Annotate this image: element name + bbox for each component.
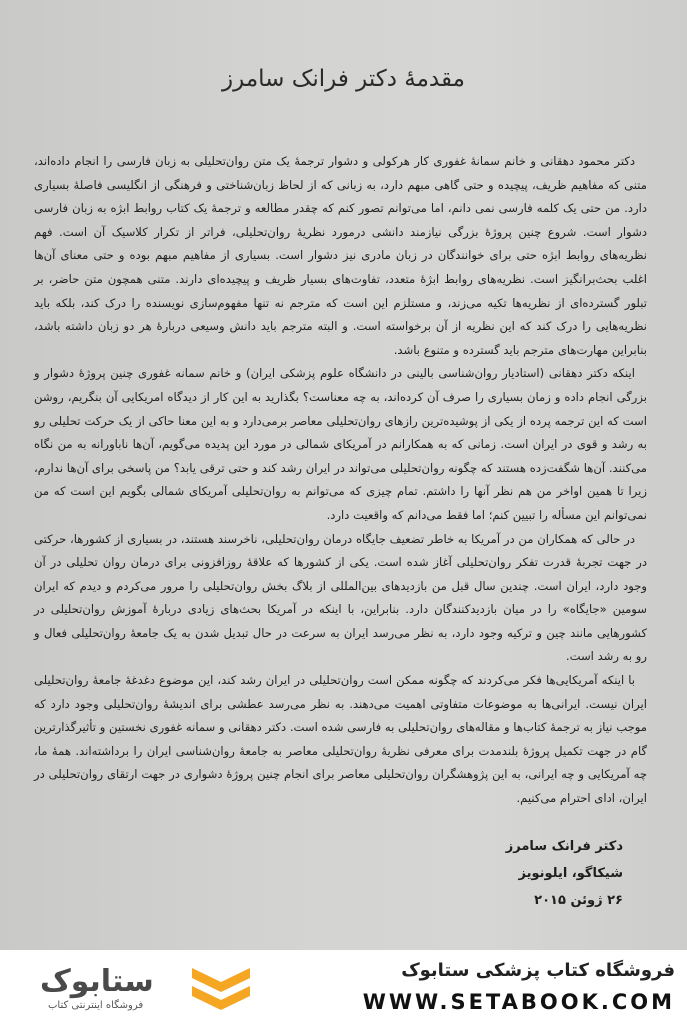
- signature-place: شیکاگو، ایلونویز: [518, 866, 623, 881]
- body-text: [34, 150, 647, 811]
- paragraph-3: در حالی که همکاران من در آمریکا به خاطر تضعیف جایگاه درمان روان‌تحلیلی، ناخرسند هستند، در بسیاری از کشورها، حرکتی در جهت تجربهٔ قدرت تفکر روان‌تحلیلی آغاز شده است. یکی از کشورها که علاقهٔ روزافزونی برای درمان روان تحلیلی در آن وجود دارد، ایران است. چندین سال قبل من بازدیدهای بین‌المللی از بلاگ بخش روان‌تحلیلی را مرور می‌کردم و دیدم که ایران سومین «جایگاه» را در میان بازدیدکنندگان دارد. بنابراین، با اینکه در آمریکا بحث‌های زیادی دربارهٔ آموزش روان‌تحلیلی در کشورهایی مانند چین و ترکیه وجود دارد، به نظر می‌رسد ایران به سرعت در حال تبدیل شدن به یک جامعهٔ روان‌تحلیلی فعال و رو به رشد است.: [34, 531, 647, 664]
- paragraph-4: با اینکه آمریکایی‌ها فکر می‌کردند که چگونه ممکن است روان‌تحلیلی در ایران رشد کند، این موضوع دغدغهٔ جامعهٔ روان‌تحلیلی ایران نیست. ایرانی‌ها به موضوعات متفاوتی اهمیت می‌دهند. به نظر می‌رسد عطشی برای اندیشهٔ روان‌تحلیلی وجود دارد که موجب نیاز به ترجمهٔ کتاب‌ها و مقاله‌های روان‌تحلیلی به فارسی شده است. دکتر دهقانی و سمانه غفوری نخستین و تأثیرگذارترین گام در جهت تکمیل پروژهٔ بلندمدت برای معرفی نظریهٔ روان‌تحلیلی معاصر به جامعهٔ روان‌شناسی ایران را برداشته‌اند. همهٔ ما، چه آمریکایی و چه ایرانی، به این پژوهشگران روان‌تحلیلی معاصر برای انجام چنین پروژهٔ دشواری در جهت ارتقای روان‌تحلیلی در ایران، ادای احترام می‌کنیم.: [34, 673, 647, 806]
- footer-banner: [0, 950, 687, 1024]
- page-title: مقدمهٔ دکتر فرانک سامرز: [222, 66, 465, 92]
- paragraph-2: اینکه دکتر دهقانی (استادیار روان‌شناسی بالینی در دانشگاه علوم پزشکی ایران) و خانم سمانه غفوری چنین پروژهٔ دشوار و بزرگی انجام داده و زمان بسیاری را صرف آن کرده‌اند، به چه معناست؟ بگذارید به این کار از دیدگاه امریکایی آن بنگریم، روشن است که این ترجمه پرده از یکی از پوشیده‌ترین رازهای روان‌تحلیلی معاصر برمی‌دارد و به این معنا حاکی از یک حرکت تحلیلی رو به رشد و قوی در ایران است. زمانی که به همکارانم در آمریکای شمالی در مورد این پدیده می‌گویم، آن‌ها ناباورانه به من نگاه می‌کنند. آن‌ها شگفت‌زده هستند که چگونه روان‌تحلیلی می‌تواند در ایران رشد کند و حتی ترقی یابد؟ من پاسخی برای آن‌ها ندارم، زیرا تا همین اواخر من هم نظر آنها را داشتم. تمام چیزی که می‌توانم به روان‌تحلیلی آمریکای شمالی بگویم این است که من نمی‌توانم این مسأله را تبیین کنم؛ اما فقط می‌دانم که واقعیت دارد.: [34, 366, 647, 522]
- paragraph-1: دکتر محمود دهقانی و خانم سمانهٔ غفوری کار هرکولی و دشوار ترجمهٔ یک متن روان‌تحلیلی به زبان فارسی را انجام داده‌اند، متنی که مفاهیم ظریف، پیچیده و حتی گاهی مبهم دارد، به زبانی که از لحاظ زبان‌شناختی و فرهنگی از انگلیسی فاصلهٔ بسیاری دارد. من حتی یک کلمه فارسی نمی دانم، اما می‌توانم تصور کنم که چقدر مطالعه و ترجمهٔ یک کتاب روابط ابژه به زبان فارسی دشوار است. شروع چنین پروژهٔ بزرگی نیازمند دانشی درمورد نظریهٔ روان‌تحلیلی، فراتر از تکرار کلاسیک آن است. فهم نظریه‌های روابط ابژه حتی برای خوانندگان در زبان مادری نیز دشوار است. بسیاری از مفاهیم مبهم بوده و حتی معنای آن‌ها اغلب بحث‌برانگیز است. نظریه‌های روابط ابژهٔ متعدد، تفاوت‌های بسیار ظریف و پیچیده‌ای دارند. متنی همچون متن حاضر، بر تبلور گسترده‌ای از نظریه‌ها تکیه می‌زند، و مستلزم این است که مترجم نه تنها مفهوم‌سازی نویسنده را درک کند، بلکه باید نظریه‌هایی را درک کند که این نظریه از آن برخواسته است. و البته مترجم باید دانش وسیعی دربارهٔ هر دو زبان داشته باشد، بنابراین مهارت‌های مترجم باید گسترده و متنوع باشد.: [34, 154, 647, 357]
- signature-name: دکتر فرانک سامرز: [505, 839, 623, 854]
- shop-name: فروشگاه کتاب پزشکی ستابوک: [401, 960, 675, 981]
- signature-block: [506, 833, 623, 914]
- setabook-logo[interactable]: [18, 958, 268, 1018]
- setabook-chevron-logo-icon: [188, 962, 254, 1018]
- shop-url-link[interactable]: WWW.SETABOOK.COM: [362, 990, 675, 1014]
- signature-date: ۲۶ ژوئن ۲۰۱۵: [534, 893, 623, 908]
- logo-subtitle: فروشگاه اینترنتی کتاب: [48, 1000, 144, 1011]
- logo-text: ستابوک: [40, 964, 154, 999]
